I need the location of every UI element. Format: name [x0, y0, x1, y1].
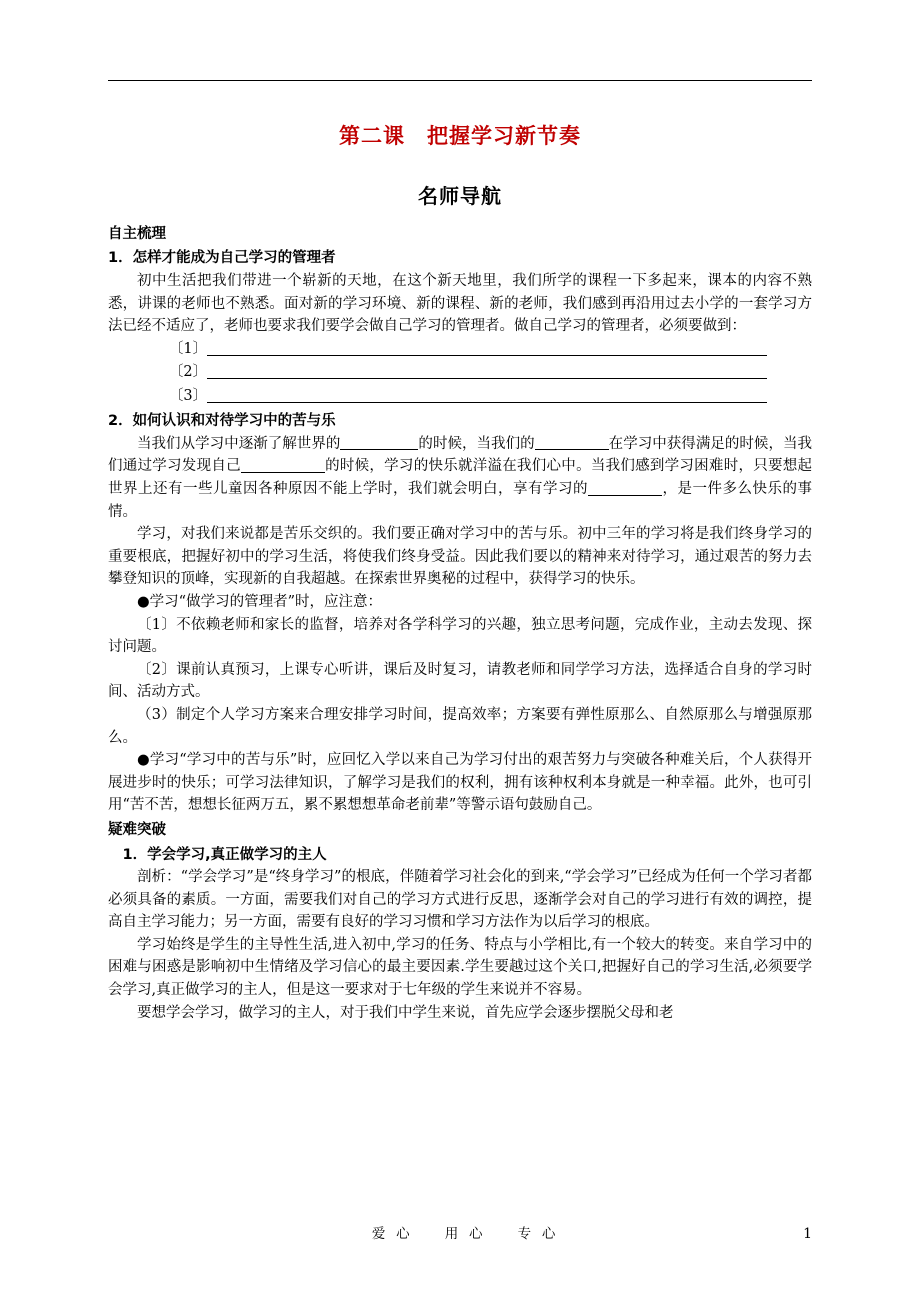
q2-blank-4 — [588, 480, 662, 496]
fill-blank-label-2: 〔2〕 — [168, 364, 208, 381]
bullet-1-title: ●学习“做学习的管理者”时，应注意： — [137, 593, 382, 610]
fill-blank-label-1: 〔1〕 — [168, 340, 208, 357]
page-footer — [108, 1222, 812, 1242]
question-2-heading: 2．如何认识和对待学习中的苦与乐 — [108, 413, 336, 430]
q2-blank-1 — [340, 435, 418, 451]
fill-blank-row-2 — [108, 361, 812, 384]
fill-blank-label-3: 〔3〕 — [168, 387, 208, 404]
section-title: 名师导航 — [418, 184, 502, 208]
question-2-paragraph-1 — [108, 433, 812, 523]
fill-blank-line-1 — [207, 339, 767, 355]
document-body — [108, 96, 812, 1024]
heading-zizhu-shuli: 自主梳理 — [108, 226, 166, 242]
heading-yinan-tupo: 疑难突破 — [108, 822, 166, 839]
bullet-2-title: ●学习“学习中的苦与乐”时，应回忆入学以来自己为学习付出的艰苦努力与突破各种难关后，个人获得开展进步时的快乐；可学习法律知识，了解学习是我们的权利，拥有该种权利本身就是一种幸福。此外，也可引用“苦不苦，想想长征两万五，累不累想想革命老前辈”等警示语句鼓励自己。 — [108, 752, 812, 814]
q2-text-d: 的时候，学习的快乐就洋溢在我们心中。当我们感到学习困难时，只要想起世界上还有一些儿童因各种原因不能上学时，我们就会明白，享有学习的 — [108, 458, 812, 497]
fill-blank-row-3 — [108, 385, 812, 408]
q2-blank-3 — [241, 457, 325, 473]
topic-1-heading: 1．学会学习,真正做学习的主人 — [122, 846, 327, 863]
lesson-title: 第二课 把握学习新节奏 — [339, 124, 581, 148]
footer-slogan: 爱心 用心 专心 — [371, 1226, 567, 1242]
topic-1-paragraph-3: 要想学会学习，做学习的主人，对于我们中学生来说，首先应学会逐步摆脱父母和老 — [137, 1004, 674, 1021]
topic-1-paragraph-2: 学习始终是学生的主导性生活,进入初中,学习的任务、特点与小学相比,有一个较大的转变。来自学习中的困难与困惑是影响初中生情绪及学习信心的最主要因素.学生要越过这个关口,把握好自己的学习生活,必须要学会学习,真正做学习的主人，但是这一要求对于七年级的学生来说并不容易。 — [108, 936, 812, 999]
q2-text-a: 当我们从学习中逐渐了解世界的 — [137, 435, 341, 452]
bullet-1-item-2: 〔2〕课前认真预习，上课专心听讲，课后及时复习，请教老师和同学学习方法，选择适合自身的学习时间、活动方式。 — [108, 661, 812, 701]
question-1-heading: 1．怎样才能成为自己学习的管理者 — [108, 250, 336, 267]
fill-blank-line-2 — [207, 363, 767, 379]
question-1-paragraph: 初中生活把我们带进一个崭新的天地，在这个新天地里，我们所学的课程一下多起来，课本的内容不熟悉，讲课的老师也不熟悉。面对新的学习环境、新的课程、新的老师，我们感到再沿用过去小学的一套学习方法已经不适应了，老师也要求我们要学会做自己学习的管理者。做自己学习的管理者，必须要做到： — [108, 272, 812, 335]
topic-1-paragraph-1: 剖析：“学会学习”是“终身学习”的根底，伴随着学习社会化的到来,“学会学习”已经成为任何一个学习者都必须具备的素质。一方面，需要我们对自己的学习方式进行反思，逐渐学会对自己的学习进行有效的调控，提高自主学习能力；另一方面，需要有良好的学习习惯和学习方法作为以后学习的根底。 — [108, 868, 812, 931]
bullet-1-item-1: 〔1〕不依赖老师和家长的监督，培养对各学科学习的兴趣，独立思考问题，完成作业，主动去发现、探讨问题。 — [108, 616, 812, 656]
header-rule — [108, 80, 812, 81]
question-2-paragraph-2: 学习，对我们来说都是苦乐交织的。我们要正确对学习中的苦与乐。初中三年的学习将是我们终身学习的重要根底，把握好初中的学习生活，将使我们终身受益。因此我们要以的精神来对待学习，通过艰苦的努力去攀登知识的顶峰，实现新的自我超越。在探索世界奥秘的过程中，获得学习的快乐。 — [108, 526, 812, 588]
fill-blank-row-1 — [108, 338, 812, 361]
page-number: 1 — [803, 1226, 812, 1242]
bullet-1-item-3: （3）制定个人学习方案来合理安排学习时间，提高效率；方案要有弹性原那么、自然原那么与增强原那么。 — [108, 707, 812, 746]
q2-text-c: 在学习中获得满足的时候，当我们通过学习发现自己 — [108, 435, 813, 475]
q2-text-e: ，是一件多么快乐的事情。 — [108, 480, 812, 520]
q2-blank-2 — [535, 435, 609, 451]
fill-blank-line-3 — [207, 386, 767, 402]
q2-text-b: 的时候，当我们的 — [418, 435, 535, 452]
